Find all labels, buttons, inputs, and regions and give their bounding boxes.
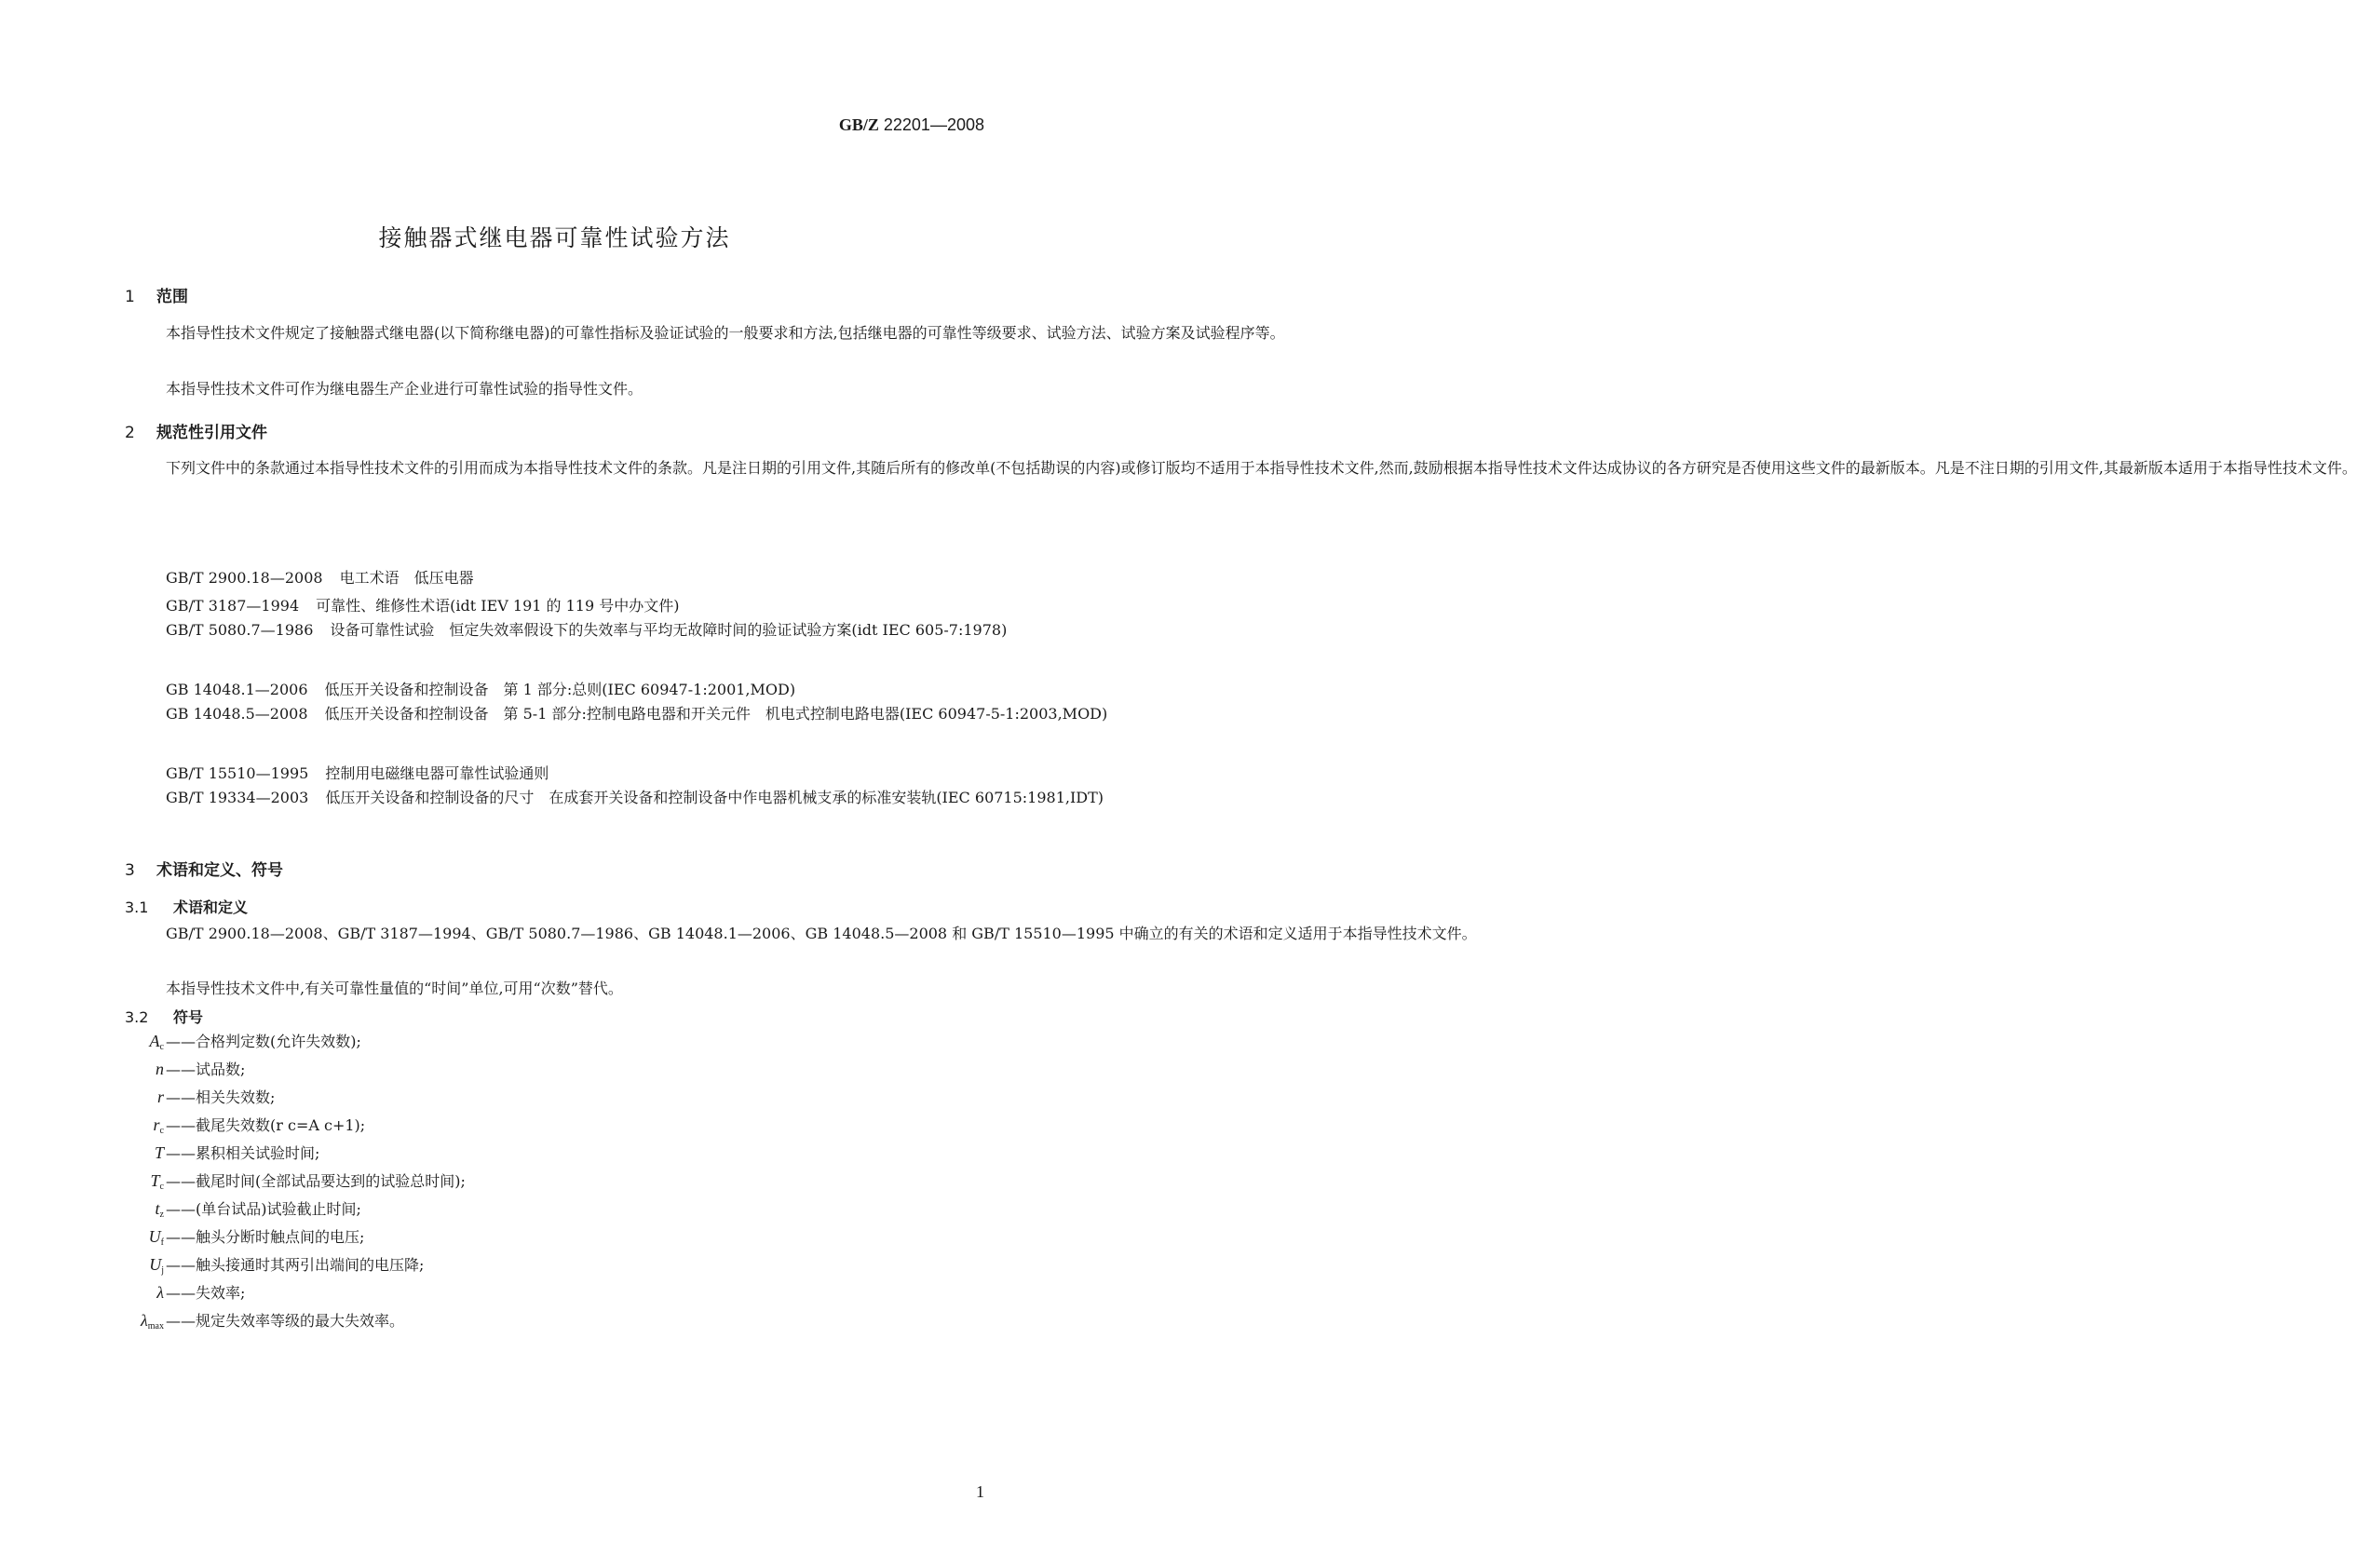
symbol: $A_c$ (149, 1032, 164, 1052)
subsection-title: 术语和定义 (173, 899, 249, 916)
section-1-paragraph-1: 本指导性技术文件规定了接触器式继电器(以下简称继电器)的可靠性指标及验证试验的一般要求和方法,包括继电器的可靠性等级要求、试验方法、试验方案及试验程序等。 (166, 324, 1285, 342)
page-number: 1 (976, 1482, 984, 1501)
symbol-entry (75, 1086, 275, 1108)
reference-code: GB/T 2900.18—2008 (166, 569, 323, 587)
standard-prefix: GB/Z (838, 115, 879, 134)
reference-code: GB 14048.1—2006 (166, 681, 308, 698)
symbol: $r_c$ (153, 1115, 164, 1136)
section-3-1-paragraph-2: 本指导性技术文件中,有关可靠性量值的“时间”单位,可用“次数”替代。 (166, 980, 623, 997)
symbol: $U_f$ (148, 1227, 164, 1248)
symbol: T (154, 1143, 164, 1162)
symbol-entry (75, 1030, 361, 1052)
symbol: $t_z$ (155, 1199, 164, 1220)
symbol: r (156, 1088, 164, 1106)
symbol-entry (75, 1197, 361, 1220)
symbol-description: ——规定失效率等级的最大失效率。 (166, 1312, 405, 1330)
symbol-description: ——(单台试品)试验截止时间; (166, 1200, 361, 1218)
section-3-2-heading (125, 1006, 203, 1027)
reference-code: GB/T 15510—1995 (166, 764, 309, 782)
section-title: 范围 (156, 288, 188, 306)
reference-code: GB/T 3187—1994 (166, 597, 300, 615)
reference-title: 低压开关设备和控制设备 第 1 部分:总则(IEC 60947-1:2001,MOD) (324, 681, 796, 698)
reference-title: 可靠性、维修性术语(idt IEV 191 的 119 号中办文件) (316, 597, 680, 615)
section-title: 术语和定义、符号 (156, 861, 283, 880)
symbol-description: ——触头接通时其两引出端间的电压降; (166, 1256, 425, 1274)
symbol-entry (75, 1225, 364, 1248)
section-3-1-heading (125, 896, 248, 917)
reference-code: GB 14048.5—2008 (166, 705, 308, 723)
section-2-heading (125, 419, 267, 442)
symbol-entry (75, 1281, 245, 1304)
reference-title: 低压开关设备和控制设备 第 5-1 部分:控制电路电器和开关元件 机电式控制电路电器(IEC 60947-5-1:2003,MOD) (324, 705, 1108, 723)
section-2-intro: 下列文件中的条款通过本指导性技术文件的引用而成为本指导性技术文件的条款。凡是注日期的引用文件,其随后所有的修改单(不包括勘误的内容)或修订版均不适用于本指导性技术文件,然而,鼓励根据本指导性技术文件达成协议的各方研究是否使用这些文件的最新版本。凡是不注日期的引用文件,其最新版本适用于本指导性技术文件。 (166, 459, 2357, 477)
subsection-title: 符号 (173, 1008, 204, 1026)
page-header (839, 115, 984, 135)
reference-code: GB/T 5080.7—1986 (166, 621, 314, 639)
symbol-entry (75, 1309, 404, 1331)
reference-title: 设备可靠性试验 恒定失效率假设下的失效率与平均无故障时间的验证试验方案(idt IEC 605-7:1978) (330, 621, 1008, 639)
subsection-number: 3.2 (125, 1008, 149, 1026)
symbol-description: ——相关失效数; (166, 1088, 276, 1106)
symbol-description: ——合格判定数(允许失效数); (166, 1033, 361, 1050)
reference-title: 控制用电磁继电器可靠性试验通则 (325, 764, 549, 782)
symbol-entry (75, 1169, 466, 1192)
subsection-number: 3.1 (125, 899, 149, 916)
section-3-1-paragraph-1: GB/T 2900.18—2008、GB/T 3187—1994、GB/T 5080.7—1986、GB 14048.1—2006、GB 14048.5—2008 和 GB/T 15510—1995 中确立的有关的术语和定义适用于本指导性技术文件。 (166, 925, 1477, 942)
reference-item (166, 678, 795, 699)
section-number: 3 (125, 861, 135, 880)
symbol-entry (75, 1114, 365, 1136)
section-1-heading (125, 283, 188, 306)
symbol-entry (75, 1058, 245, 1080)
document-title: 接触器式继电器可靠性试验方法 (378, 224, 731, 251)
symbol-description: ——累积相关试验时间; (166, 1144, 320, 1162)
reference-item (166, 566, 474, 588)
reference-code: GB/T 19334—2003 (166, 789, 309, 806)
reference-item (125, 616, 1008, 644)
reference-title: 电工术语 低压电器 (339, 569, 474, 587)
reference-item (166, 762, 549, 783)
section-number: 2 (125, 424, 135, 442)
reference-title: 低压开关设备和控制设备的尺寸 在成套开关设备和控制设备中作电器机械支承的标准安装轨(IEC 60715:1981,IDT) (325, 789, 1104, 806)
symbol-description: ——试品数; (166, 1061, 246, 1078)
section-number: 1 (125, 288, 135, 306)
symbol: $T_c$ (150, 1171, 164, 1192)
symbol: $U_j$ (149, 1255, 164, 1276)
section-1-paragraph-2: 本指导性技术文件可作为继电器生产企业进行可靠性试验的指导性文件。 (166, 380, 643, 398)
symbol-description: ——截尾时间(全部试品要达到的试验总时间); (166, 1172, 466, 1190)
reference-item (166, 594, 679, 615)
reference-item (125, 784, 1104, 812)
symbol-entry (75, 1253, 424, 1276)
standard-number: 22201—2008 (883, 115, 984, 134)
section-3-heading (125, 857, 283, 880)
reference-item (125, 700, 1108, 728)
symbol: n (156, 1060, 164, 1078)
symbol-description: ——截尾失效数(r c=A c+1); (166, 1116, 366, 1134)
symbol: $\lambda_{max}$ (140, 1311, 164, 1331)
symbol-description: ——触头分断时触点间的电压; (166, 1228, 365, 1246)
symbol-entry (75, 1142, 319, 1164)
section-title: 规范性引用文件 (156, 424, 267, 442)
symbol-description: ——失效率; (166, 1284, 246, 1302)
symbol: λ (156, 1283, 164, 1302)
